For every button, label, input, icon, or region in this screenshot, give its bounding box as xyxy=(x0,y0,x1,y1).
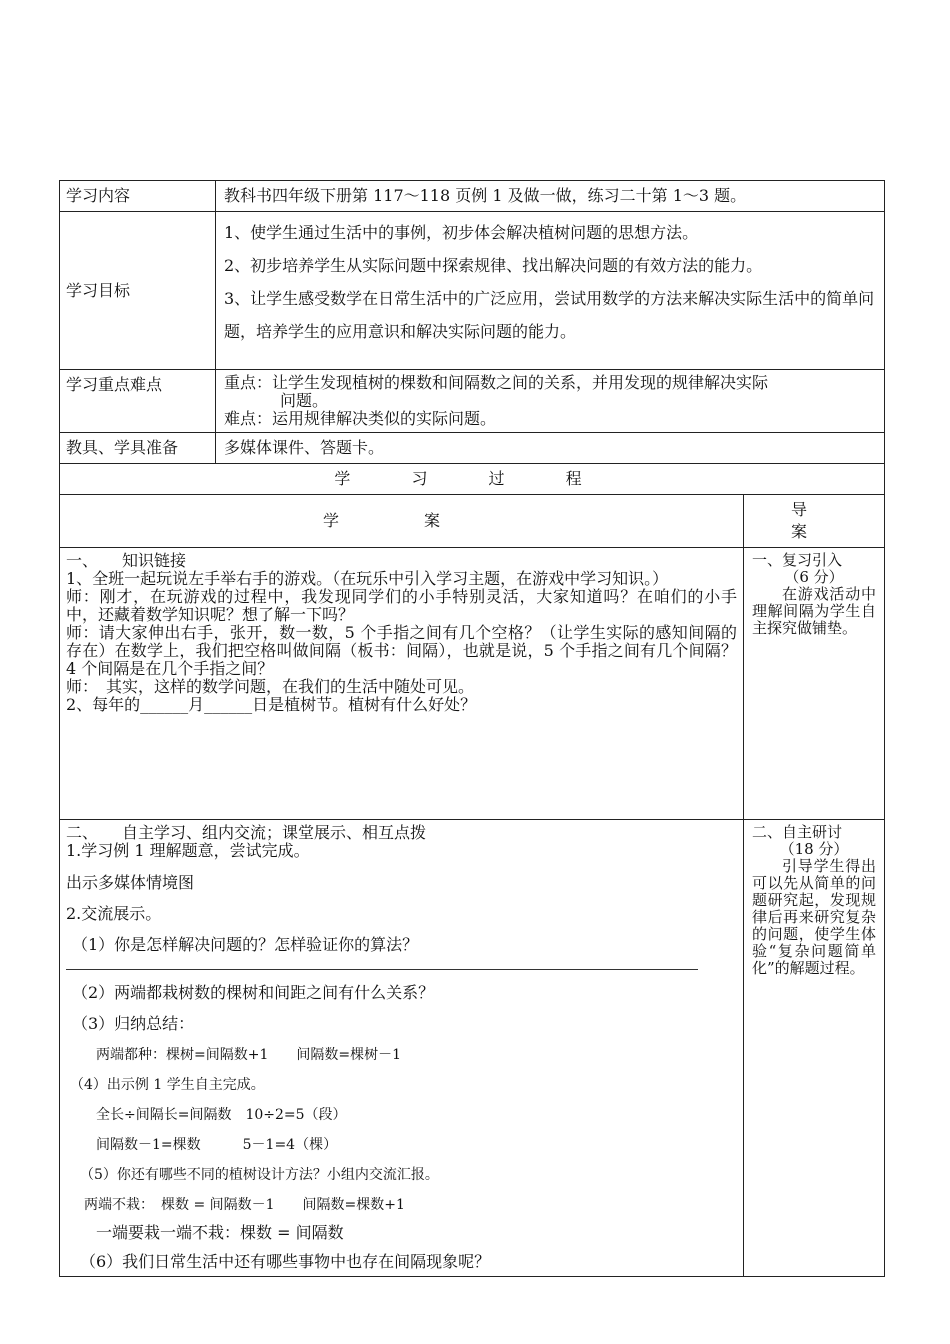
col-left-title: 学 案 xyxy=(60,495,744,548)
guide-text: 引导学生得出可以先从简单的问题研究起，发现规律后再来研究复杂的问题，使学生体验“复杂问题简单化”的解题过程。 xyxy=(752,857,877,977)
guide-text: 在游戏活动中理解间隔为学生自主探究做铺垫。 xyxy=(752,585,877,637)
content-value: 教科书四年级下册第 117～118 页例 1 及做一做，练习二十第 1～3 题。 xyxy=(216,181,885,212)
question: （3）归纳总结： xyxy=(72,1014,195,1033)
keypoints-cell xyxy=(216,370,885,433)
section1-line: 师： 其实，这样的数学问题，在我们的生活中随处可见。 xyxy=(66,677,475,696)
formula: 间隔数－1=棵数 5－1=4（棵） xyxy=(96,1137,338,1153)
answer-line xyxy=(66,961,698,970)
key-point: 重点：让学生发现植树的棵数和间隔数之间的关系，并用发现的规律解决实际 xyxy=(224,373,769,392)
lesson-plan xyxy=(59,180,884,1277)
tools-value: 多媒体课件、答题卡。 xyxy=(216,433,885,464)
section1-guide xyxy=(744,548,885,820)
question: （2）两端都栽树数的棵树和间距之间有什么关系？ xyxy=(72,983,435,1002)
question: （1）你是怎样解决问题的？怎样验证你的算法？ xyxy=(72,935,419,954)
section2-line: 1.学习例 1 理解题意，尝试完成。 xyxy=(66,841,310,860)
question: （5）你还有哪些不同的植树设计方法？小组内交流汇报。 xyxy=(80,1167,439,1183)
section1-heading: 一、 知识链接 xyxy=(66,551,187,570)
section2-line: 2.交流展示。 xyxy=(66,904,162,923)
section1-left xyxy=(60,548,744,820)
goal-item: 1、使学生通过生活中的事例，初步体会解决植树问题的思想方法。 xyxy=(224,223,699,242)
lesson-info-table xyxy=(59,180,885,1277)
content-label: 学习内容 xyxy=(60,181,216,212)
difficult-point: 难点：运用规律解决类似的实际问题。 xyxy=(224,409,497,428)
key-point-cont: 问题。 xyxy=(280,391,329,410)
guide-title: 一、复习引入 xyxy=(752,551,843,569)
goal-item: 2、初步培养学生从实际问题中探索规律、找出解决问题的有效方法的能力。 xyxy=(224,256,763,275)
goal-item: 3、让学生感受数学在日常生活中的广泛应用，尝试用数学的方法来解决实际生活中的简单问题，培养学生的应用意识和解决实际问题的能力。 xyxy=(224,289,875,341)
formula: 一端要栽一端不栽：棵数 = 间隔数 xyxy=(96,1223,344,1242)
process-title: 学 习 过 程 xyxy=(60,464,885,495)
question: （6）我们日常生活中还有哪些事物中也存在间隔现象呢？ xyxy=(80,1252,491,1271)
section2-left xyxy=(60,820,744,1277)
tools-label: 教具、学具准备 xyxy=(60,433,216,464)
guide-time: （6 分） xyxy=(784,568,844,586)
section1-line: 师：刚才，在玩游戏的过程中，我发现同学们的小手特别灵活，大家知道吗？在咱们的小手中，还藏着数学知识呢？想了解一下吗？ xyxy=(66,587,737,624)
section1-line: 1、全班一起玩说左手举右手的游戏。（在玩乐中引入学习主题，在游戏中学习知识。） xyxy=(66,569,669,588)
question: （4）出示例 1 学生自主完成。 xyxy=(70,1077,265,1093)
section1-line: 师：请大家伸出右手，张开，数一数，5 个手指之间有几个空格？（让学生实际的感知间隔的存在）在数学上，我们把空格叫做间隔（板书：间隔），也就是说，5 个手指之间有几个间隔？ 4 个间隔是在几个手指之间？ xyxy=(66,623,737,678)
formula: 两端都种：棵树=间隔数+1 间隔数=棵树－1 xyxy=(96,1047,402,1063)
goals-label: 学习目标 xyxy=(60,212,216,370)
formula: 全长÷间隔长=间隔数 10÷2=5（段） xyxy=(96,1107,347,1123)
section2-line: 出示多媒体情境图 xyxy=(66,873,195,892)
guide-title: 二、自主研讨 xyxy=(752,823,843,841)
section2-heading: 二、 自主学习、组内交流；课堂展示、相互点拨 xyxy=(66,823,427,842)
keypoints-label: 学习重点难点 xyxy=(60,370,216,433)
goals-cell xyxy=(216,212,885,370)
section2-guide xyxy=(744,820,885,1277)
guide-time: （18 分） xyxy=(779,840,849,858)
section1-line: 2、每年的______月______日是植树节。植树有什么好处？ xyxy=(66,695,477,714)
formula: 两端不栽： 棵数 = 间隔数－1 间隔数=棵数+1 xyxy=(84,1197,405,1213)
col-right-title: 导 案 xyxy=(744,495,885,548)
